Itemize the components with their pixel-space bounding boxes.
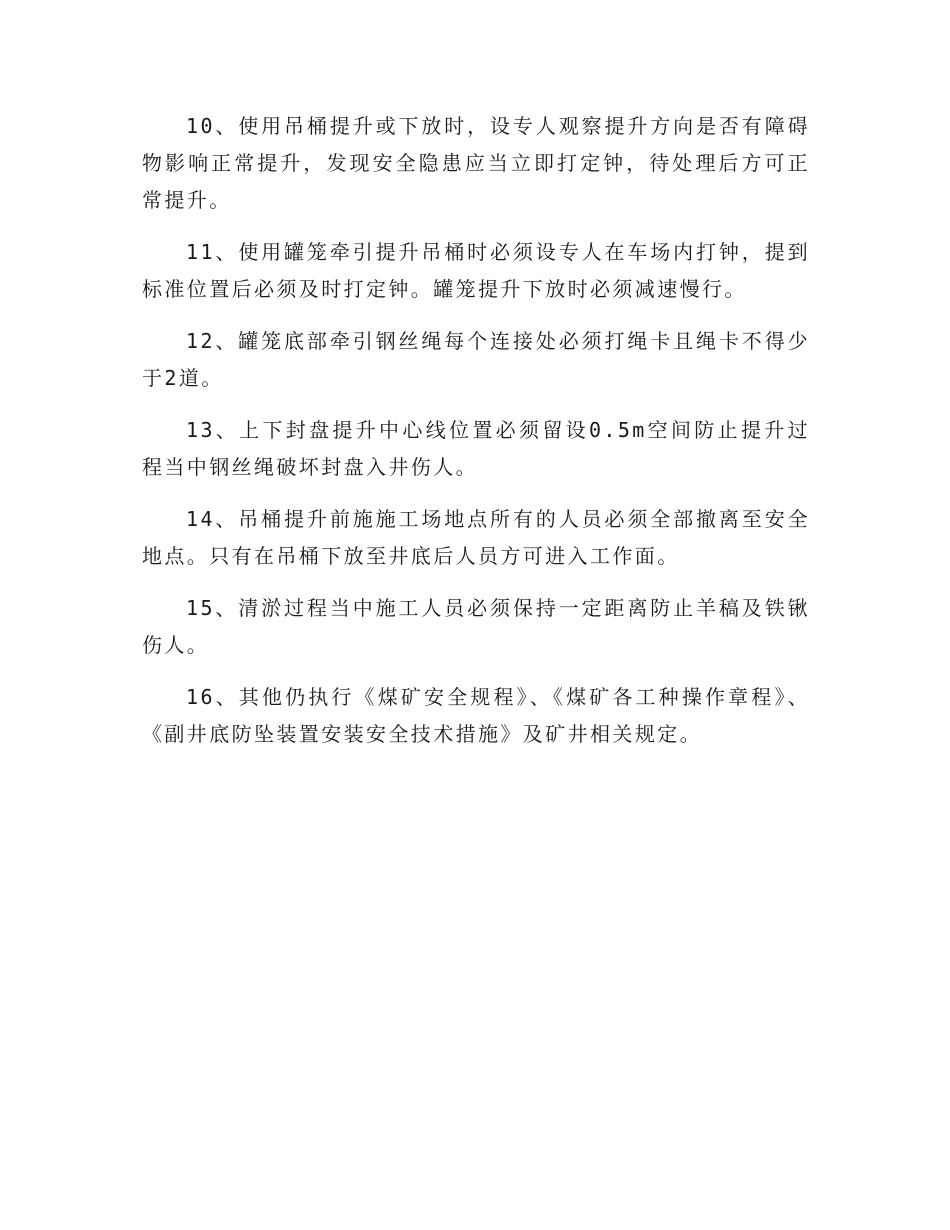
paragraph-item-16: 16、其他仍执行《煤矿安全规程》、《煤矿各工种操作章程》、《副井底防坠装置安装安全技术措施》及矿井相关规定。 — [142, 685, 810, 746]
paragraph-item-15: 15、清淤过程当中施工人员必须保持一定距离防止羊稿及铁锹伤人。 — [142, 596, 810, 657]
paragraph-item-10: 10、使用吊桶提升或下放时，设专人观察提升方向是否有障碍物影响正常提升，发现安全隐患应当立即打定钟，待处理后方可正常提升。 — [142, 114, 810, 212]
paragraph-item-11: 11、使用罐笼牵引提升吊桶时必须设专人在车场内打钟，提到标准位置后必须及时打定钟。罐笼提升下放时必须减速慢行。 — [142, 240, 810, 301]
paragraph-item-14: 14、吊桶提升前施施工场地点所有的人员必须全部撤离至安全地点。只有在吊桶下放至井底后人员方可进入工作面。 — [142, 507, 810, 568]
paragraph-item-13: 13、上下封盘提升中心线位置必须留设0.5m空间防止提升过程当中钢丝绳破坏封盘入井伤人。 — [142, 418, 810, 479]
paragraph-item-12: 12、罐笼底部牵引钢丝绳每个连接处必须打绳卡且绳卡不得少于2道。 — [142, 329, 810, 390]
document-body — [142, 108, 810, 768]
